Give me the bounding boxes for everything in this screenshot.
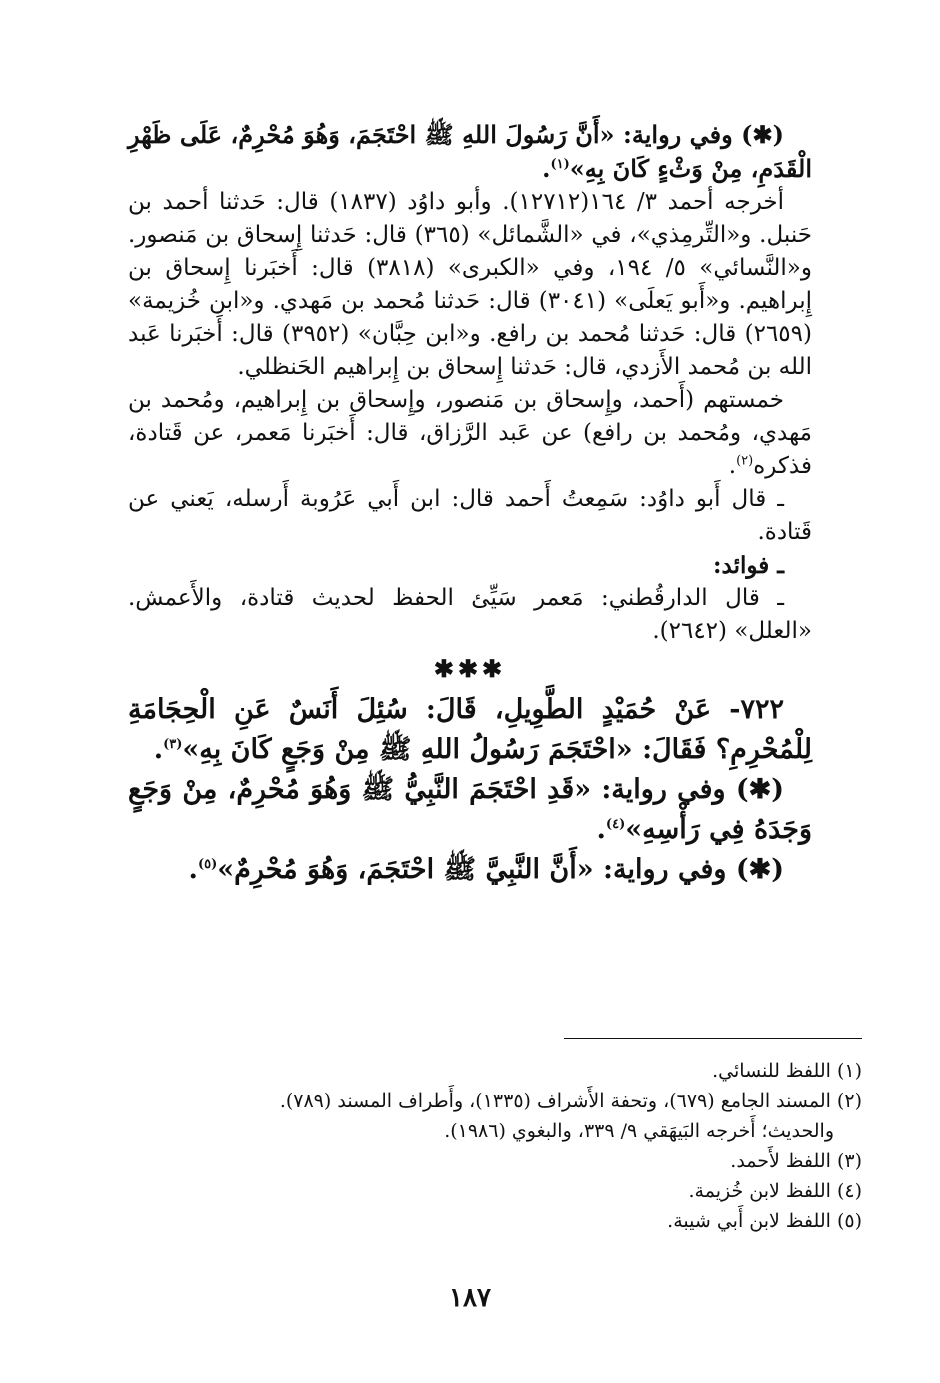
footnote-divider (564, 1038, 862, 1039)
footnote-2-continuation: والحديث؛ أَخرجه البَيهَقي ٩/ ٣٣٩، والبغوي (١٩٨٦). (444, 1120, 834, 1142)
footnote-5: (٥) اللفظ لابن أَبي شيبة. (667, 1210, 862, 1232)
hadith-text: ٧٢٢- عَنْ حُمَيْدٍ الطَّوِيلِ، قَالَ: سُئِلَ أَنَسٌ عَنِ الْحِجَامَةِ لِلْمُحْرِمِ؟ فَقَالَ: «احْتَجَمَ رَسُولُ اللهِ ﷺ مِنْ وَجَعٍ كَانَ بِهِ» (128, 694, 812, 765)
takhrij-paragraph: أخرجه أحمد ٣/ ١٦٤(١٢٧١٢). وأبو داوُد (١٨٣٧) قال: حَدثنا أحمد بن حَنبل. و«التِّرمِذي»، في «الشَّمائل» (٣٦٥) قال: حَدثنا إِسحاق بن مَنصور. و«النَّسائي» ٥/ ١٩٤، وفي «الكبرى» (٣٨١٨) قال: أَخبَرنا إِسحاق بن إِبراهيم. و«أَبو يَعلَى» (٣٠٤١) قال: حَدثنا مُحمد بن مَهدي. و«ابن خُزيمة» (٢٦٥٩) قال: حَدثنا مُحمد بن رافع. و«ابن حِبَّان» (٣٩٥٢) قال: أَخبَرنا عَبد الله بن مُحمد الأَزدي، قال: حَدثنا إِسحاق بن إِبراهيم الحَنظلي. (128, 189, 813, 380)
hadith-text: (✱) وفي رواية: «أَنَّ النَّبِيَّ ﷺ احْتَجَمَ، وَهُوَ مُحْرِمٌ» (217, 854, 784, 885)
footnote-ref: (٢) (736, 453, 754, 469)
section-separator: ✱✱✱ (433, 654, 507, 683)
footnote-4: (٤) اللفظ لابن خُزيمة. (688, 1180, 862, 1202)
summary-text: خمستهم (أَحمد، وإِسحاق بن مَنصور، وإِسحاق بن إِبراهيم، ومُحمد بن مَهدي، ومُحمد بن رافع) عن عَبد الرَّزاق، قال: أَخبَرنا مَعمر، عن قَتادة، فذكره (128, 387, 813, 479)
footnote-ref: (٤) (605, 817, 626, 832)
fawaid-heading: ـ فوائد: (713, 552, 784, 579)
footnote-3: (٣) اللفظ لأَحمد. (730, 1150, 862, 1172)
footnote-ref: (٣) (163, 737, 183, 752)
footnote-1: (١) اللفظ للنسائي. (712, 1060, 862, 1082)
hadith-variant-3: (✱) وفي رواية: «أَنَّ النَّبِيَّ ﷺ احْتَجَمَ، وَهُوَ مُحْرِمٌ»$^{(٥)}$. (188, 854, 784, 885)
footnote-ref: (٥) (197, 857, 218, 872)
hadith-variant-2: (✱) وفي رواية: «قَدِ احْتَجَمَ النَّبِيُّ ﷺ وَهُوَ مُحْرِمٌ، مِنْ وَجَعٍ وَجَدَهُ فِي رَأْسِهِ»$^{(٤)}$. (128, 774, 812, 845)
page-number: ١٨٧ (449, 1283, 491, 1313)
narration-variant-1: (✱) وفي رواية: «أَنَّ رَسُولَ اللهِ ﷺ احْتَجَمَ، وَهُوَ مُحْرِمٌ، عَلَى ظَهْرِ الْقَدَمِ، مِنْ وَثْءٍ كَانَ بِهِ»$^{(١)}$. (128, 120, 812, 183)
daraqutni-note: ـ قال الدارقُطني: مَعمر سَيِّئ الحفظ لحديث قتادة، والأَعمش. «العلل» (٢٦٤٢). (128, 585, 812, 644)
narration-text: (✱) وفي رواية: «أَنَّ رَسُولَ اللهِ ﷺ احْتَجَمَ، وَهُوَ مُحْرِمٌ، عَلَى ظَهْرِ الْقَدَمِ، مِنْ وَثْءٍ كَانَ بِهِ» (128, 120, 812, 183)
footnote-ref: (١) (550, 157, 570, 172)
main-text (128, 118, 812, 890)
footnotes (80, 1056, 862, 1236)
hadith-text: (✱) وفي رواية: «قَدِ احْتَجَمَ النَّبِيُّ ﷺ وَهُوَ مُحْرِمٌ، مِنْ وَجَعٍ وَجَدَهُ فِي رَأْسِهِ» (128, 774, 812, 845)
abu-dawud-note: ـ قال أَبو داوُد: سَمِعتُ أَحمد قال: ابن أَبي عَرُوبة أَرسله، يَعني عن قَتادة. (128, 486, 812, 545)
hadith-722: ٧٢٢- عَنْ حُمَيْدٍ الطَّوِيلِ، قَالَ: سُئِلَ أَنَسٌ عَنِ الْحِجَامَةِ لِلْمُحْرِمِ؟ فَقَالَ: «احْتَجَمَ رَسُولُ اللهِ ﷺ مِنْ وَجَعٍ كَانَ بِهِ»$^{(٣)}$. (128, 694, 812, 765)
summary-paragraph: خمستهم (أَحمد، وإِسحاق بن مَنصور، وإِسحاق بن إِبراهيم، ومُحمد بن مَهدي، ومُحمد بن رافع) عن عَبد الرَّزاق، قال: أَخبَرنا مَعمر، عن قَتادة، فذكره$^{(٢)}$. (128, 387, 813, 479)
footnote-2: (٢) المسند الجامع (٦٧٩)، وتحفة الأَشراف (١٣٣٥)، وأَطراف المسند (٧٨٩). (279, 1090, 862, 1112)
